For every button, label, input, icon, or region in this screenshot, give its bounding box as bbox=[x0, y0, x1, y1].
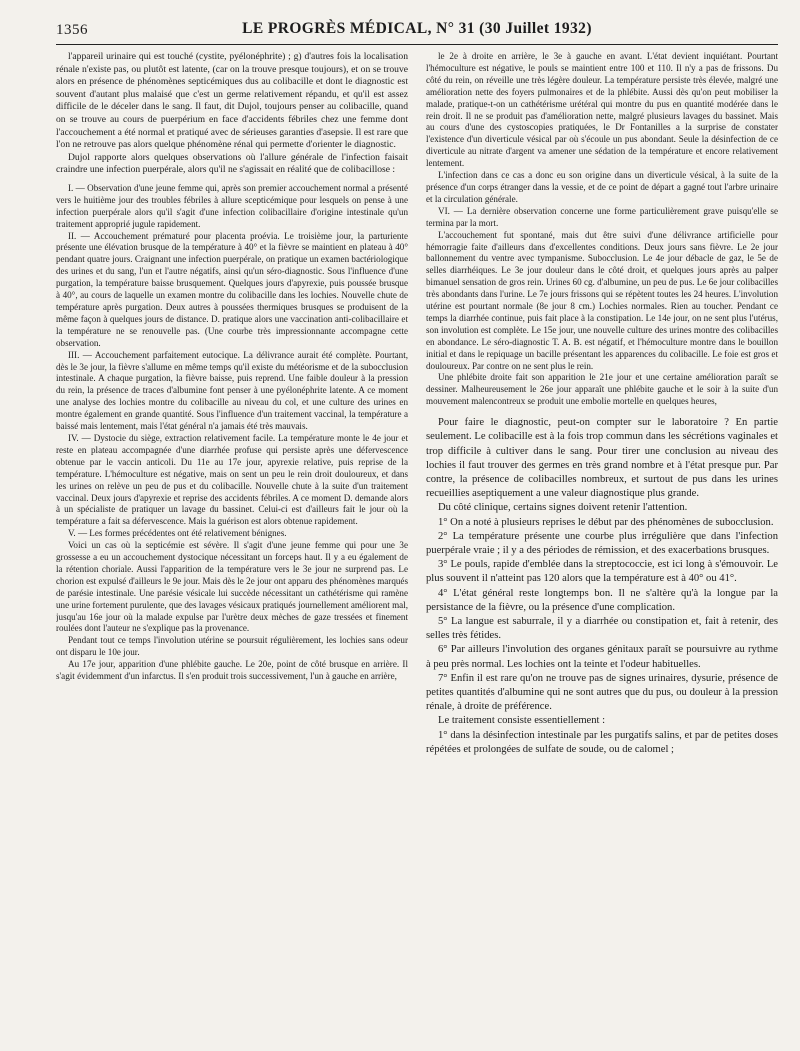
paragraph: Du côté clinique, certains signes doivent retenir l'attention. bbox=[438, 502, 688, 514]
page-number: 1356 bbox=[56, 22, 88, 38]
observation-paragraph: II. — Accouchement prématuré pour placenta proévia. Le troisième jour, la parturiente présente une élévation brusque de la température à 40° et la fièvre se maintient en plateau à 40° pendant quatre jours. Craignant une infection puerpérale, on pratique un examen bactériologique des urines et du sang, l'un et l'autre négatifs, ainsi qu'un séro-diagnostic. Sous l'influence d'une purgation, la température baisse brusquement. Quelques jours d'apyrexie, puis poussée brusque à 40°, au cours de laquelle un examen montre du colibacille dans les lochies. Nouvelle chute de température après purgation. Deux autres à poussées thermiques brusques se produisent de la même façon à quelques jours de distance. D. pratique alors une vaccination anti-colibacillaire et la température ne se renouvelle pas. (Une courbe très impressionnante accompagne cette observation. bbox=[56, 230, 408, 348]
text-columns bbox=[56, 51, 778, 757]
observation-paragraph: Voici un cas où la septicémie est sévère. Il s'agit d'une jeune femme qui pour une 3e grossesse a eu un accouchement dystocique nécessitant un forceps haut. Il y a eu également de la rétention choriale. Aussi l'apparition de la température vers le 3e jour ne surprend pas. Le chorion est expulsé d'ailleurs le 9e jour. Mais dès le 2e jour ont apparu des phénomènes marqués de parésie intestinale. Une parésie vésicale lui succède nécessitant un cathétérisme qui ramène une urine fortement purulente, que des lavages vésicaux pratiqués journellement améliorent mal, jusqu'au 16e jour où la malade expulse par l'urètre deux mèches de gaze tressées et finement roulées dont l'auteur ne s'explique pas la provenance. bbox=[56, 540, 408, 634]
observation-paragraph: le 2e à droite en arrière, le 3e à gauche en avant. L'état devient inquiétant. Pourtant l'hémoculture est négative, le pouls se maintient entre 100 et 110. Il n'y a pas de frissons. Du côté du rein, on réveille une très légère douleur. La température persiste très élevée, malgré une amélioration nette des foyers pulmonaires et de la phlébite. Aussi dès qu'on peut mobiliser la malade, pratique-t-on un cathétérisme urétéral qui montre du pus en quantité modérée dans le rein droit. Il ne se produit pas d'amélioration nette, malgré plusieurs lavages du bassinet. Mais au cours d'une des cystoscopies pratiquées, le Dr Fontanilles a la surprise de constater l'existence d'un diverticule vésical par où s'écoule un pus abondant. Seule la désinfection de ce diverticule au nitrate d'argent va amener une sédation de la température et encore relativement lentement. bbox=[426, 51, 778, 169]
observation-paragraph: L'accouchement fut spontané, mais dut être suivi d'une délivrance artificielle pour hémorragie faite d'ailleurs dans d'excellentes conditions. Deux jours sans fièvre. Le 2e jour ballonnement du ventre avec tympanisme. Subocclusion. Le 4e jour débacle de gaz, le 5e de selles diarrhéiques. Le 3e jour douleur dans le côté droit, et quelques jours après au palper bimanuel sensation de gros rein. Urines 60 cg. d'albumine, un peu de pus. Le 6e jour colibacilles très abondants dans l'urine. Le 7e jours frissons qui se répètent toutes les 24 heures. L'involution utérine est pourtant normale (8e jour 8 cm.) Lochies normales. Rien au toucher. Pendant ce temps la diarrhée continue, puis fait place à la constipation. Le 14e jour, on ne sent plus l'utérus, son involution est complète. Le 15e jour, une nouvelle culture des urines montre des colibacilles en abondance. Le séro-diagnostic T. A. B. est négatif, et l'hémoculture montre dans le bouillon initial et dans le repiquage un bacille présentant les apparences du colibacille. Le foie est gros et douloureux. Par contre on ne sent plus le rein. bbox=[426, 229, 778, 371]
observation-paragraph: V. — Les formes précédentes ont été relativement bénignes. bbox=[68, 528, 287, 539]
list-item: 1° On a noté à plusieurs reprises le début par des phénomènes de subocclusion. bbox=[438, 516, 774, 528]
list-item: 1° dans la désinfection intestinale par les purgatifs salins, et par de petites doses répétées et prolongées de sulfate de soude, ou de calomel ; bbox=[426, 729, 778, 755]
observation-paragraph: Au 17e jour, apparition d'une phlébite gauche. Le 20e, point de côté brusque en arrière. Il s'agit évidemment d'un infarctus. Il s'en produit trois successivement, l'un à gauche en arrière, bbox=[56, 659, 408, 682]
paragraph: Pour faire le diagnostic, peut-on compter sur le laboratoire ? En partie seulement. Le colibacille est à la fois trop commun dans les sécrétions vaginales et trop difficile à cultiver dans le sang. Pour tirer une conclusion au niveau des lochies il faut trouver des germes en très grand nombre et à l'état presque pur. Par contre, la présence de colibacilles nombreux, et surtout de pus dans les urines recueillies aseptiquement a une valeur diagnostique plus grande. bbox=[426, 417, 778, 500]
list-item: 5° La langue est saburrale, il y a diarrhée ou constipation et, fait à retenir, des selles très fétides. bbox=[426, 616, 778, 642]
list-item: 2° La température présente une courbe plus irrégulière que dans l'infection puerpérale vraie ; il y a des périodes de rémission, et des exacerbations brusques. bbox=[426, 530, 778, 557]
paragraph: Dujol rapporte alors quelques observations où l'allure générale de l'infection faisait craindre une infection puerpérale, alors qu'il ne s'agissait en réalité que de colibacillose : bbox=[56, 151, 408, 176]
right-column bbox=[426, 51, 778, 757]
observation-paragraph: L'infection dans ce cas a donc eu son origine dans un diverticule vésical, à la suite de la présence d'un corps étranger dans la vessie, et de ce point de départ a gagné tout l'arbre urinaire et la circulation générale. bbox=[426, 170, 778, 204]
running-title: LE PROGRÈS MÉDICAL, N° 31 (30 Juillet 1932) bbox=[242, 20, 592, 37]
list-item: 6° Par ailleurs l'involution des organes génitaux paraît se poursuivre au rythme à peu près normal. Les lochies ont la teinte et l'odeur habituelles. bbox=[426, 644, 778, 670]
list-item: 4° L'état général reste longtemps bon. Il ne s'altère qu'à la longue par la persistance de la fièvre, ou la présence d'une complication. bbox=[426, 587, 778, 613]
page-header bbox=[56, 20, 778, 45]
observation-paragraph: I. — Observation d'une jeune femme qui, après son premier accouchement normal a présenté vers le huitième jour des troubles fébriles à allure scepticémique pour lesquels on pense à une infection puerpérale alors qu'il s'agit d'une infection colibacillaire d'origine intestinale qu'un traitement approprié jugule rapidement. bbox=[56, 182, 408, 229]
paragraph: Le traitement consiste essentiellement : bbox=[438, 715, 606, 727]
observation-paragraph: VI. — La dernière observation concerne une forme particulièrement grave puisqu'elle se termina par la mort. bbox=[426, 205, 778, 228]
observation-paragraph: Pendant tout ce temps l'involution utérine se poursuit régulièrement, les lochies sans odeur ont disparu le 10e jour. bbox=[56, 635, 408, 658]
paragraph: l'appareil urinaire qui est touché (cystite, pyélonéphrite) ; g) d'autres fois la localisation rénale n'existe pas, ou plutôt est latente, (car on la trouve presque toujours), et on se trouve alors en présence de phénomènes septicémiques dus au colibacille et dont le diagnostic est souvent d'autant plus malaisé que c'est un germe relativement répandu, et qu'il est assez difficile de le déceler dans le sang. Il faut, dit Dujol, toujours penser au colibacille, quand on se trouve au cours de puerpérium en face d'accidents fébriles chez une femme dont l'accouchement a été normal et pratiqué avec de sérieuses garanties d'asepsie. Il est rare que l'on ne retrouve pas alors quelque phénomène rénal qui permette d'orienter le diagnostic. bbox=[56, 51, 408, 151]
list-item: 3° Le pouls, rapide d'emblée dans la streptococcie, est ici long à s'émouvoir. Le plus souvent il n'atteint pas 120 alors que la température est à 40° ou 41°. bbox=[426, 559, 778, 585]
list-item: 7° Enfin il est rare qu'on ne trouve pas de signes urinaires, dysurie, présence de petites quantités d'albumine qui ne sont autres que du pus, ou douleur à la pression rénale, à droite de préférence. bbox=[426, 672, 778, 713]
observation-paragraph: III. — Accouchement parfaitement eutocique. La délivrance aurait été complète. Pourtant, dès le 3e jour, la fièvre s'allume en même temps qu'il existe du météorisme et de la subocclusion intestinale. A chaque purgation, la fièvre baisse, puis reprend. Une faible douleur à la pression du rein, la présence de traces d'albumine font penser à une pyélonéphrite latente. A ce moment une analyse des lochies montre du colibacille au niveau du col, et une culture des urines en montre également en grande quantité. Sous l'influence d'un traitement vaccinal, la température a baissé mais lentement, mais l'état général n'a jamais été très mauvais. bbox=[56, 349, 408, 432]
observation-paragraph: Une phlébite droite fait son apparition le 21e jour et une certaine amélioration paraît se dessiner. Malheureusement le 26e jour apparaît une phlébite gauche et le soir à la suite d'un mouvement malencontreux se produit une embolie mortelle en quelques heures, bbox=[426, 372, 778, 407]
observation-paragraph: IV. — Dystocie du siège, extraction relativement facile. La température monte le 4e jour et reste en plateau accompagnée d'une diarrhée profuse qui persiste après une défervescence obtenue par le vaccin anticoli. Du 11e au 17e jour, apyrexie relative, puis reprise de la température. L'hémoculture est négative, mais on sent un peu le rein droit douloureux, et dans les urines on relève un peu de pus et du colibacille. Nouvelle chute à la suite d'un traitement vaccinal. Deux jours d'apyrexie et reprise des accidents fébriles. A ce moment D. demande alors à un spécialiste de pratiquer un lavage du bassinet. Celui-ci est d'ailleurs fait le jour où la température a fait sa défervescence. Mais la guérison est alors obtenue rapidement. bbox=[56, 432, 408, 527]
left-column bbox=[56, 51, 408, 757]
